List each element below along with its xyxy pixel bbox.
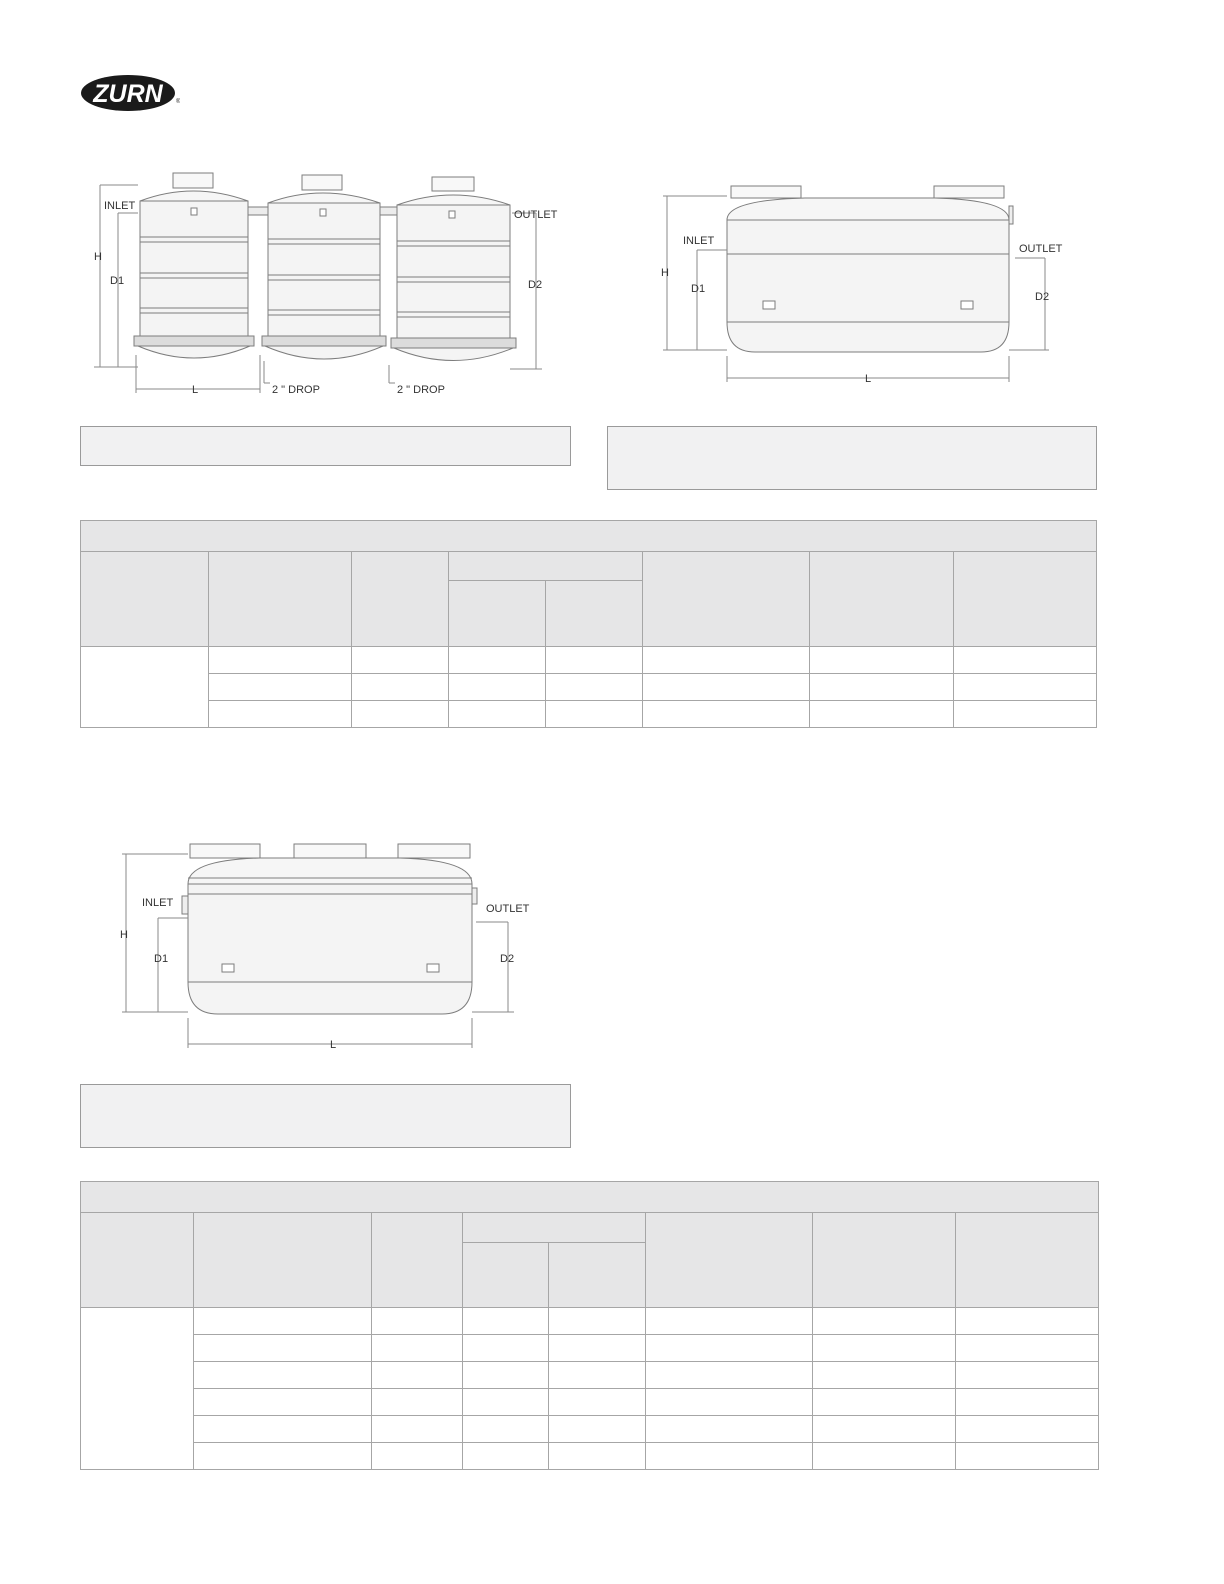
logo-text: ZURN <box>93 80 163 108</box>
table-row <box>81 647 1097 674</box>
table-row <box>81 1335 1099 1362</box>
header-cell <box>81 1213 194 1308</box>
table-row <box>81 1362 1099 1389</box>
header-cell <box>813 1213 956 1308</box>
header-group-cell <box>463 1213 646 1243</box>
table-row <box>81 1416 1099 1443</box>
header-sub-cell <box>546 581 643 647</box>
header-group-cell <box>449 552 643 581</box>
length-label: L <box>865 373 872 385</box>
d1-label: D1 <box>110 275 125 287</box>
header-cell <box>956 1213 1099 1308</box>
inlet-label: INLET <box>104 200 136 212</box>
header-cell <box>643 552 810 647</box>
table-row <box>81 674 1097 701</box>
diagram-three-riser-tank <box>110 838 550 1053</box>
diagram-horizontal-tank <box>655 180 1075 390</box>
outlet-label: OUTLET <box>486 903 530 915</box>
header-sub-cell <box>449 581 546 647</box>
header-cell <box>646 1213 813 1308</box>
caption-box-left <box>80 426 571 466</box>
zurn-logo <box>80 72 180 112</box>
table-title-row <box>81 1182 1099 1213</box>
d2-label: D2 <box>500 953 515 965</box>
d1-label: D1 <box>691 283 706 295</box>
group-cell <box>81 1308 194 1470</box>
header-cell <box>954 552 1097 647</box>
header-cell <box>81 552 209 647</box>
table-row <box>81 1308 1099 1335</box>
header-cell <box>209 552 352 647</box>
table-row <box>81 701 1097 728</box>
length-label: L <box>192 384 199 396</box>
inlet-label: INLET <box>683 235 715 247</box>
inlet-label: INLET <box>142 897 174 909</box>
table-row <box>81 1443 1099 1470</box>
d2-label: D2 <box>1035 291 1050 303</box>
height-label: H <box>120 929 128 941</box>
height-label: H <box>94 251 102 263</box>
svg-text:®: ® <box>176 99 180 105</box>
header-cell <box>810 552 954 647</box>
header-cell <box>352 552 449 647</box>
table-row <box>81 1389 1099 1416</box>
table-title-row <box>81 521 1097 552</box>
diagram-three-tank-series <box>90 165 570 400</box>
drop-label-a: 2 " DROP <box>272 384 320 396</box>
spec-table-2 <box>80 1181 1099 1470</box>
outlet-label: OUTLET <box>514 209 558 221</box>
drop-label-b: 2 " DROP <box>397 384 445 396</box>
height-label: H <box>661 267 669 279</box>
length-label: L <box>330 1039 337 1051</box>
header-cell <box>194 1213 372 1308</box>
group-cell <box>81 647 209 728</box>
d2-label: D2 <box>528 279 543 291</box>
caption-box-lower <box>80 1084 571 1148</box>
outlet-label: OUTLET <box>1019 243 1063 255</box>
header-cell <box>372 1213 463 1308</box>
caption-box-right <box>607 426 1097 490</box>
header-sub-cell <box>463 1243 549 1308</box>
d1-label: D1 <box>154 953 169 965</box>
spec-table-1 <box>80 520 1097 728</box>
header-sub-cell <box>549 1243 646 1308</box>
